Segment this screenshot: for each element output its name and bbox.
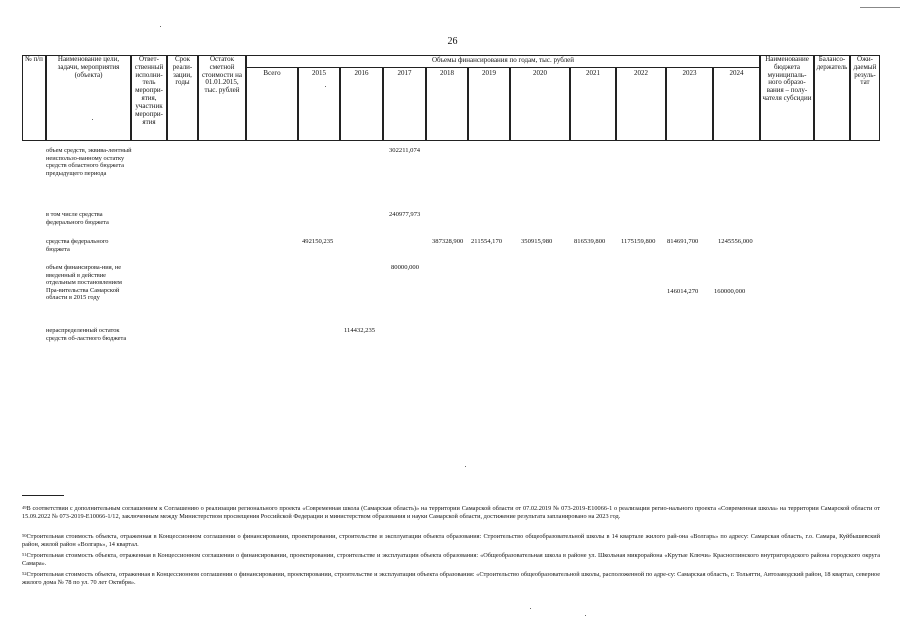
footnote-number: 52 (22, 571, 27, 576)
footnote-51 (22, 552, 880, 568)
header-col-year-2024: 2024 (713, 67, 760, 141)
header-col-year-2021: 2021 (570, 67, 616, 141)
page-number: 26 (447, 36, 458, 47)
cell-row3-2015: 492150,235 (302, 238, 334, 245)
row-label-unused-balance: объем средств, эквива-лентный неиспользо-ванному остатку средств областного бюджета предыдущего периода (46, 147, 132, 177)
cell-row4-2017: 80000,000 (391, 264, 420, 271)
cell-row4-2024: 160000,000 (714, 288, 746, 295)
footnote-text: Строительная стоимость объекта, отраженная в Концессионном соглашении о финансировании, проектировании, строительстве и эксплуатации объекта образования: «Строительство общеобразовательной школы, расположенной по адре-су: Самарская область, г. Тольятти, Автозаводский район, 18 квартал, северное жилого дома № 78 по ул. 70 лет Октября». (22, 571, 880, 587)
header-col-year-2022: 2022 (616, 67, 666, 141)
cell-row3-2021: 816539,800 (574, 238, 606, 245)
cell-row3-2023: 814691,700 (667, 238, 699, 245)
scan-speck (530, 608, 531, 609)
header-col-no: № п/п (22, 55, 46, 141)
header-col-holder: Балансо-держатель (814, 55, 850, 141)
cell-row3-2018: 387328,900 (432, 238, 464, 245)
header-col-year-2016: 2016 (340, 67, 383, 141)
scan-speck (160, 26, 161, 27)
header-col-year-2023: 2023 (666, 67, 713, 141)
footnote-52 (22, 571, 880, 587)
header-col-year-2019: 2019 (468, 67, 510, 141)
row-label-federal-share: в том числе средства федерального бюджета (46, 211, 109, 226)
header-col-year-2015: 2015 (298, 67, 340, 141)
header-col-year-2017: 2017 (383, 67, 426, 141)
scan-speck (325, 86, 326, 87)
footnote-separator (22, 495, 64, 496)
footnote-text: Строительная стоимость объекта, отраженная в Концессионном соглашении о финансировании, проектировании, строительстве и эксплуатации объекта образования: Строительство общеобразовательной школы в 14 квартале жилого рай-она «Волгарь» по адресу: Самарская область, г.о. Самара, Куйбышевский район, жилой район «Волгарь», 14 квартал. (22, 533, 880, 549)
header-col-result: Ожи-даемый резуль-тат (850, 55, 880, 141)
footnote-50 (22, 533, 880, 549)
scan-speck (92, 119, 93, 120)
row-label-federal-budget: средства федерального бюджета (46, 238, 109, 253)
cell-row3-2019: 211554,170 (471, 238, 503, 245)
header-col-year-2018: 2018 (426, 67, 468, 141)
header-col-rest: Остаток сметной стоимости на 01.01.2015, тыс. рублей (198, 55, 246, 141)
cell-row3-2020: 350915,980 (521, 238, 553, 245)
header-col-exec: Ответ-ственный исполни-тель меропри-ятия, участник меропри-ятия (131, 55, 167, 141)
cell-row3-2022: 1175159,800 (621, 238, 656, 245)
header-col-year-2020: 2020 (510, 67, 570, 141)
footnote-text: В соответствии с дополнительным соглашением к Соглашению о реализации регионального проекта «Современная школа (Самарская область)» на территории Самарской области от 07.02.2019 № 073-2019-Е10066-1 о реализации регио-нального проекта «Современная школа» на территории Самарской области от 15.09.2022 № 073-2019-Е10066-1/12, заключенным между Министерством просвещения Российской Федерации и министерством образования и науки Самарской области, достижение результата запланировано на 2023 год. (22, 505, 880, 521)
cell-row1-2017: 302211,074 (389, 147, 421, 154)
cell-row3-2024: 1245556,000 (718, 238, 753, 245)
footnote-text: Строительная стоимость объекта, отраженная в Концессионном соглашении о финансировании, проектировании, строительстве и эксплуатации объекта образования: «Общеобразовательная школа в районе ул. Школьная микрорайона «Крутые Ключи» Красноглинского внутригородского района городского округа Самара». (22, 552, 880, 568)
row-label-unallocated: нераспределенный остаток средств об-ластного бюджета (46, 327, 127, 342)
scan-speck (860, 7, 900, 8)
footnote-number: 49 (22, 505, 27, 510)
header-col-name: Наименование цели, задачи, мероприятия (объекта) (46, 55, 131, 141)
row-label-not-enacted: объем финансирова-ния, не введенный в действие отдельным постановлением Пра-вительства Самарской области в 2015 году (46, 264, 122, 302)
footnote-49 (22, 505, 880, 521)
footnote-number: 50 (22, 533, 27, 538)
header-col-volume: Объемы финансирования по годам, тыс. рублей (246, 55, 760, 141)
header-col-budget: Наименование бюджета муниципаль-ного образо-вания – полу-чателя субсидии (760, 55, 814, 141)
cell-row2-2017: 240977,973 (389, 211, 421, 218)
scan-speck (465, 466, 466, 467)
header-col-term: Срок реали-зации, годы (167, 55, 198, 141)
cell-row4-2023: 146014,270 (667, 288, 699, 295)
scan-speck (585, 615, 586, 616)
header-col-total: Всего (246, 67, 298, 141)
footnote-number: 51 (22, 552, 27, 557)
cell-row5-2016: 114432,235 (344, 327, 376, 334)
